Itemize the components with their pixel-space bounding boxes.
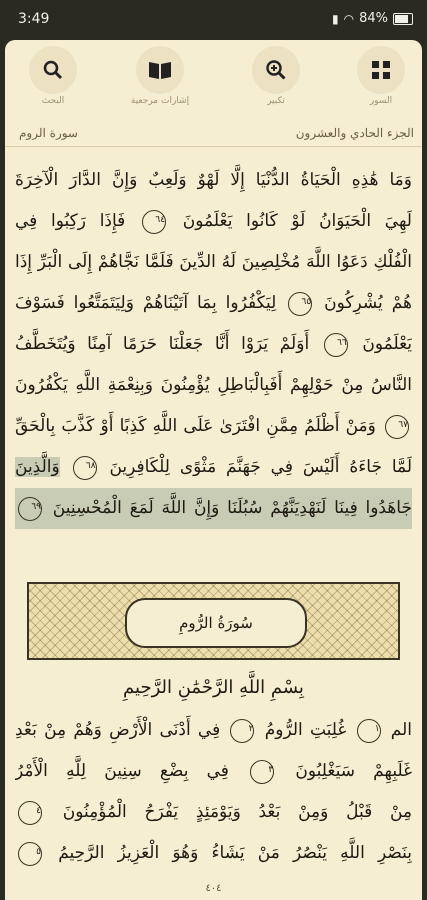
surah-title: سورة الروم	[19, 126, 78, 140]
ayah-number: ١	[357, 719, 381, 743]
ayah-number: ٥	[18, 842, 42, 866]
status-time: 3:49	[18, 11, 50, 27]
surahs-label: السور	[369, 96, 393, 106]
battery-percent: 84%	[359, 11, 388, 26]
zoom-in-icon	[264, 58, 288, 82]
basmala: بِسْمِ اللَّهِ الرَّحْمَٰنِ الرَّحِيمِ	[123, 677, 304, 698]
ayah-number: ٤	[18, 801, 42, 825]
ayah-number: ٣	[250, 760, 274, 784]
status-bar	[0, 0, 427, 40]
verse-line[interactable]: ٦٧ وَمَنْ أَظْلَمُ مِمَّنِ افْتَرَىٰ عَلَى اللَّهِ كَذِبًا أَوْ كَذَّبَ بِالْحَقِّ	[15, 406, 412, 447]
verse-line-highlighted[interactable]: جَاهَدُوا فِينَا لَنَهْدِيَنَّهُمْ سُبُلَنَا وَإِنَّ اللَّهَ لَمَعَ الْمُحْسِنِينَ ٦٩	[15, 488, 412, 529]
search-label: البحث	[41, 96, 65, 106]
bookmarks-label: إشارات مرجعية	[130, 96, 190, 106]
verse-line[interactable]: وَمَا هَٰذِهِ الْحَيَاةُ الدُّنْيَا إِلَّا لَهْوٌ وَلَعِبٌ وَإِنَّ الدَّارَ الْآخِرَةَ	[15, 170, 412, 190]
wifi-icon: ◠	[343, 11, 355, 26]
search-icon	[41, 58, 65, 82]
verse-line[interactable]: هُمْ يُشْرِكُونَ ٦٥ لِيَكْفُرُوا بِمَا آتَيْنَاهُمْ وَلِيَتَمَتَّعُوا فَسَوْفَ	[15, 283, 412, 324]
surahs-button[interactable]	[357, 46, 405, 94]
ayah-number: ٦٨	[73, 456, 97, 480]
signal-icon: ▮	[332, 11, 339, 26]
surahs-tool[interactable]	[341, 40, 421, 106]
ayah-number: ٦٧	[385, 415, 409, 439]
status-icons	[332, 11, 413, 26]
ayah-number: ٦٩	[18, 497, 42, 521]
surah-banner-frame	[27, 582, 400, 660]
page-number: ٤٠٤	[205, 883, 222, 894]
verse-line[interactable]: الْفُلْكِ دَعَوُا اللَّهَ مُخْلِصِينَ لَهُ الدِّينَ فَلَمَّا نَجَّاهُمْ إِلَى الْبَرِّ إِذَا	[15, 252, 412, 272]
bookmarks-button[interactable]	[136, 46, 184, 94]
verse-line[interactable]: النَّاسُ مِنْ حَوْلِهِمْ أَفَبِالْبَاطِلِ يُؤْمِنُونَ وَبِنِعْمَةِ اللَّهِ يَكْفُرُونَ	[15, 375, 412, 395]
battery-icon	[393, 13, 413, 25]
verse-line[interactable]: غَلَبِهِمْ سَيَغْلِبُونَ ٣ فِي بِضْعِ سِنِينَ لِلَّهِ الْأَمْرُ	[15, 751, 412, 792]
bookmarks-tool[interactable]	[120, 40, 200, 106]
search-tool[interactable]	[13, 40, 93, 106]
ayah-number: ٦٥	[288, 292, 312, 316]
verse-line[interactable]: مِنْ قَبْلُ وَمِنْ بَعْدُ وَيَوْمَئِذٍ يَفْرَحُ الْمُؤْمِنُونَ ٤	[15, 792, 412, 833]
verse-line[interactable]: الم ١ غُلِبَتِ الرُّومُ ٢ فِي أَدْنَى الْأَرْضِ وَهُمْ مِنْ بَعْدِ	[15, 710, 412, 751]
search-button[interactable]	[29, 46, 77, 94]
ayah-number: ٦٤	[142, 210, 166, 234]
page-header	[5, 124, 422, 147]
juz-title: الجزء الحادي والعشرون	[295, 126, 414, 140]
book-icon	[147, 58, 173, 82]
verses-top	[15, 160, 412, 529]
zoom-button[interactable]	[252, 46, 300, 94]
ayah-number: ٦٦	[324, 333, 348, 357]
verse-line[interactable]: يَعْلَمُونَ ٦٦ أَوَلَمْ يَرَوْا أَنَّا جَعَلْنَا حَرَمًا آمِنًا وَيُتَخَطَّفُ	[15, 324, 412, 365]
quran-page	[5, 40, 422, 900]
zoom-tool[interactable]	[236, 40, 316, 106]
verse-line[interactable]: لَمَّا جَاءَهُ أَلَيْسَ فِي جَهَنَّمَ مَثْوًى لِلْكَافِرِينَ ٦٨ وَالَّذِينَ	[15, 447, 412, 488]
zoom-label: تكبير	[267, 96, 285, 106]
surah-banner	[125, 598, 307, 648]
verse-line[interactable]: لَهِيَ الْحَيَوَانُ لَوْ كَانُوا يَعْلَمُونَ ٦٤ فَإِذَا رَكِبُوا فِي	[15, 201, 412, 242]
ayah-number: ٢	[230, 719, 254, 743]
top-toolbar	[5, 40, 422, 118]
verses-bottom	[15, 710, 412, 874]
grid-icon	[370, 59, 392, 81]
verse-line[interactable]: بِنَصْرِ اللَّهِ يَنْصُرُ مَنْ يَشَاءُ وَهُوَ الْعَزِيزُ الرَّحِيمُ ٥	[15, 833, 412, 874]
surah-banner-title: سُورَةُ الرُّومِ	[179, 614, 253, 632]
